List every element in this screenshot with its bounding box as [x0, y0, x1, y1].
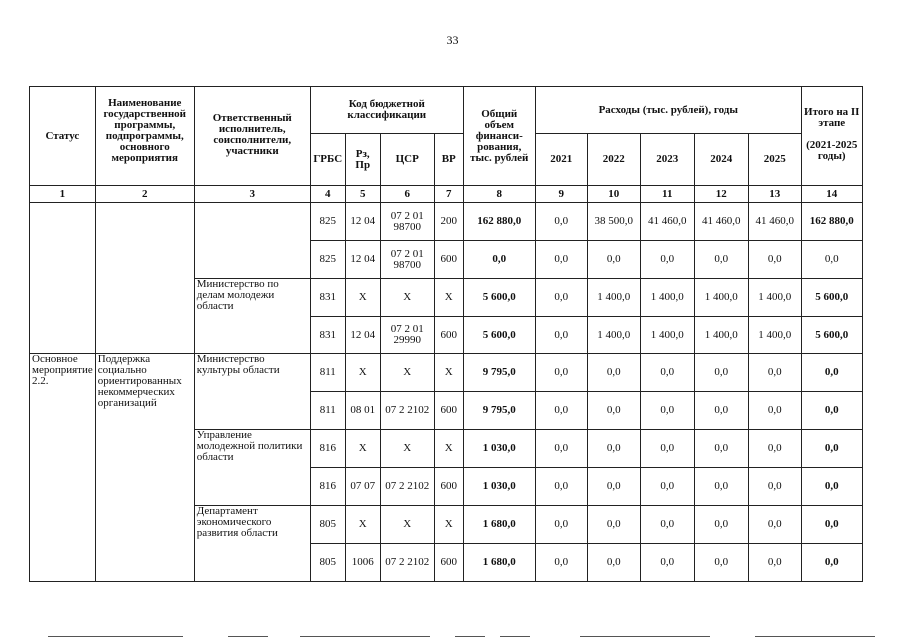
cell-2021: 0,0	[535, 317, 587, 354]
cell-grbs: 811	[310, 354, 345, 392]
header-year: 2025	[748, 134, 801, 186]
header-expenses: Расходы (тыс. рублей), годы	[535, 87, 801, 134]
header-year: 2023	[640, 134, 694, 186]
cell-2024: 0,0	[694, 392, 748, 430]
col-number: 13	[748, 186, 801, 203]
cell-2024: 0,0	[694, 430, 748, 468]
scan-artifact-line	[228, 636, 268, 637]
group-status: Основное мероприятие 2.2.	[30, 354, 96, 582]
cell-2022: 0,0	[587, 544, 640, 582]
cell-2025: 1 400,0	[748, 317, 801, 354]
col-number: 9	[535, 186, 587, 203]
col-number: 11	[640, 186, 694, 203]
col-number: 4	[310, 186, 345, 203]
cell-2023: 1 400,0	[640, 279, 694, 317]
cell-csr: 07 2 2102	[380, 468, 434, 506]
cell-grbs: 805	[310, 506, 345, 544]
header-rzpr: Рз, Пр	[345, 134, 380, 186]
cell-csr: X	[380, 430, 434, 468]
cell-csr: 07 2 01 98700	[380, 203, 434, 241]
header-itogo-years: (2021-2025 годы)	[806, 139, 858, 162]
participant-cell: Департамент экономического развития области	[194, 506, 310, 582]
cell-2021: 0,0	[535, 241, 587, 279]
cell-vr: X	[434, 279, 463, 317]
cell-total: 1 030,0	[463, 468, 535, 506]
header-name: Наименование государственной программы, подпрограммы, основного мероприятия	[95, 87, 194, 186]
cell-2021: 0,0	[535, 392, 587, 430]
cell-itogo: 5 600,0	[801, 317, 862, 354]
cell-grbs: 805	[310, 544, 345, 582]
col-number: 10	[587, 186, 640, 203]
cell-grbs: 831	[310, 317, 345, 354]
cell-2022: 0,0	[587, 430, 640, 468]
cell-rzpr: 12 04	[345, 241, 380, 279]
header-year: 2021	[535, 134, 587, 186]
budget-table	[29, 86, 863, 582]
col-number: 3	[194, 186, 310, 203]
cell-2023: 0,0	[640, 354, 694, 392]
name-cell-empty	[95, 203, 194, 354]
cell-grbs: 825	[310, 241, 345, 279]
col-number: 2	[95, 186, 194, 203]
page-number: 33	[446, 33, 459, 47]
cell-itogo: 0,0	[801, 544, 862, 582]
cell-2022: 0,0	[587, 468, 640, 506]
cell-2025: 0,0	[748, 241, 801, 279]
cell-2025: 0,0	[748, 354, 801, 392]
scan-artifact-line	[455, 636, 485, 637]
cell-2023: 1 400,0	[640, 317, 694, 354]
cell-2024: 1 400,0	[694, 317, 748, 354]
scan-artifact-line	[755, 636, 875, 637]
cell-csr: 07 2 01 29990	[380, 317, 434, 354]
cell-itogo: 0,0	[801, 506, 862, 544]
cell-2024: 41 460,0	[694, 203, 748, 241]
cell-grbs: 831	[310, 279, 345, 317]
cell-vr: 600	[434, 392, 463, 430]
cell-2024: 0,0	[694, 544, 748, 582]
cell-total: 162 880,0	[463, 203, 535, 241]
cell-csr: X	[380, 279, 434, 317]
cell-2023: 0,0	[640, 544, 694, 582]
cell-2023: 0,0	[640, 430, 694, 468]
cell-2025: 1 400,0	[748, 279, 801, 317]
col-number: 12	[694, 186, 748, 203]
responsible-cell-empty	[194, 203, 310, 279]
cell-2022: 0,0	[587, 506, 640, 544]
cell-itogo: 0,0	[801, 354, 862, 392]
participant-cell: Министерство культуры области	[194, 354, 310, 430]
cell-itogo: 0,0	[801, 241, 862, 279]
participant-cell: Управление молодежной политики области	[194, 430, 310, 506]
cell-grbs: 816	[310, 468, 345, 506]
header-year: 2024	[694, 134, 748, 186]
cell-2024: 1 400,0	[694, 279, 748, 317]
col-number: 5	[345, 186, 380, 203]
table-row	[30, 354, 863, 392]
cell-itogo: 0,0	[801, 430, 862, 468]
cell-rzpr: X	[345, 354, 380, 392]
cell-2025: 0,0	[748, 506, 801, 544]
cell-grbs: 816	[310, 430, 345, 468]
cell-2025: 0,0	[748, 392, 801, 430]
cell-2024: 0,0	[694, 241, 748, 279]
cell-2025: 41 460,0	[748, 203, 801, 241]
cell-2023: 0,0	[640, 392, 694, 430]
cell-vr: 600	[434, 241, 463, 279]
header-status: Статус	[30, 87, 96, 186]
cell-csr: X	[380, 506, 434, 544]
cell-2022: 1 400,0	[587, 317, 640, 354]
cell-rzpr: 1006	[345, 544, 380, 582]
cell-2021: 0,0	[535, 430, 587, 468]
cell-vr: X	[434, 354, 463, 392]
cell-rzpr: X	[345, 279, 380, 317]
cell-2024: 0,0	[694, 468, 748, 506]
col-number: 7	[434, 186, 463, 203]
header-total: Общий объем финанси-рования, тыс. рублей	[463, 87, 535, 186]
cell-csr: 07 2 2102	[380, 544, 434, 582]
scan-artifact-line	[48, 636, 183, 637]
scan-artifact-line	[300, 636, 430, 637]
cell-total: 5 600,0	[463, 279, 535, 317]
col-number: 14	[801, 186, 862, 203]
cell-2023: 0,0	[640, 241, 694, 279]
cell-2024: 0,0	[694, 506, 748, 544]
cell-rzpr: X	[345, 506, 380, 544]
cell-2025: 0,0	[748, 544, 801, 582]
col-number: 6	[380, 186, 434, 203]
cell-csr: 07 2 2102	[380, 392, 434, 430]
cell-grbs: 811	[310, 392, 345, 430]
participant-cell: Министерство по делам молодежи области	[194, 279, 310, 354]
cell-csr: 07 2 01 98700	[380, 241, 434, 279]
cell-2022: 0,0	[587, 354, 640, 392]
header-responsible: Ответственный исполнитель, соисполнители, участники	[194, 87, 310, 186]
col-number: 1	[30, 186, 96, 203]
cell-2021: 0,0	[535, 544, 587, 582]
cell-vr: X	[434, 506, 463, 544]
cell-2023: 0,0	[640, 506, 694, 544]
group-name: Поддержка социально ориентированных некоммерческих организаций	[95, 354, 194, 582]
cell-total: 9 795,0	[463, 392, 535, 430]
cell-2021: 0,0	[535, 203, 587, 241]
cell-rzpr: 07 07	[345, 468, 380, 506]
col-number: 8	[463, 186, 535, 203]
table-row	[30, 203, 863, 241]
cell-itogo: 0,0	[801, 392, 862, 430]
cell-itogo: 0,0	[801, 468, 862, 506]
cell-2022: 38 500,0	[587, 203, 640, 241]
cell-vr: 600	[434, 468, 463, 506]
cell-rzpr: 08 01	[345, 392, 380, 430]
cell-rzpr: X	[345, 430, 380, 468]
status-cell-empty	[30, 203, 96, 354]
cell-itogo: 162 880,0	[801, 203, 862, 241]
cell-2021: 0,0	[535, 279, 587, 317]
header-csr: ЦСР	[380, 134, 434, 186]
cell-2022: 0,0	[587, 241, 640, 279]
header-itogo-label: Итого на II этапе	[804, 106, 860, 129]
cell-2024: 0,0	[694, 354, 748, 392]
cell-rzpr: 12 04	[345, 317, 380, 354]
cell-rzpr: 12 04	[345, 203, 380, 241]
cell-total: 1 680,0	[463, 506, 535, 544]
header-code: Код бюджетной классификации	[310, 87, 463, 134]
scan-artifact-line	[500, 636, 530, 637]
cell-2021: 0,0	[535, 468, 587, 506]
cell-2023: 41 460,0	[640, 203, 694, 241]
cell-vr: 600	[434, 317, 463, 354]
cell-total: 9 795,0	[463, 354, 535, 392]
cell-vr: 200	[434, 203, 463, 241]
cell-grbs: 825	[310, 203, 345, 241]
cell-2023: 0,0	[640, 468, 694, 506]
cell-2025: 0,0	[748, 430, 801, 468]
header-year: 2022	[587, 134, 640, 186]
cell-2022: 0,0	[587, 392, 640, 430]
cell-total: 1 680,0	[463, 544, 535, 582]
cell-vr: X	[434, 430, 463, 468]
header-grbs: ГРБС	[310, 134, 345, 186]
cell-total: 0,0	[463, 241, 535, 279]
cell-vr: 600	[434, 544, 463, 582]
cell-itogo: 5 600,0	[801, 279, 862, 317]
scan-artifact-line	[580, 636, 710, 637]
header-itogo	[801, 87, 862, 186]
cell-2022: 1 400,0	[587, 279, 640, 317]
header-vr: ВР	[434, 134, 463, 186]
cell-total: 1 030,0	[463, 430, 535, 468]
cell-csr: X	[380, 354, 434, 392]
cell-2021: 0,0	[535, 506, 587, 544]
cell-2021: 0,0	[535, 354, 587, 392]
cell-2025: 0,0	[748, 468, 801, 506]
cell-total: 5 600,0	[463, 317, 535, 354]
